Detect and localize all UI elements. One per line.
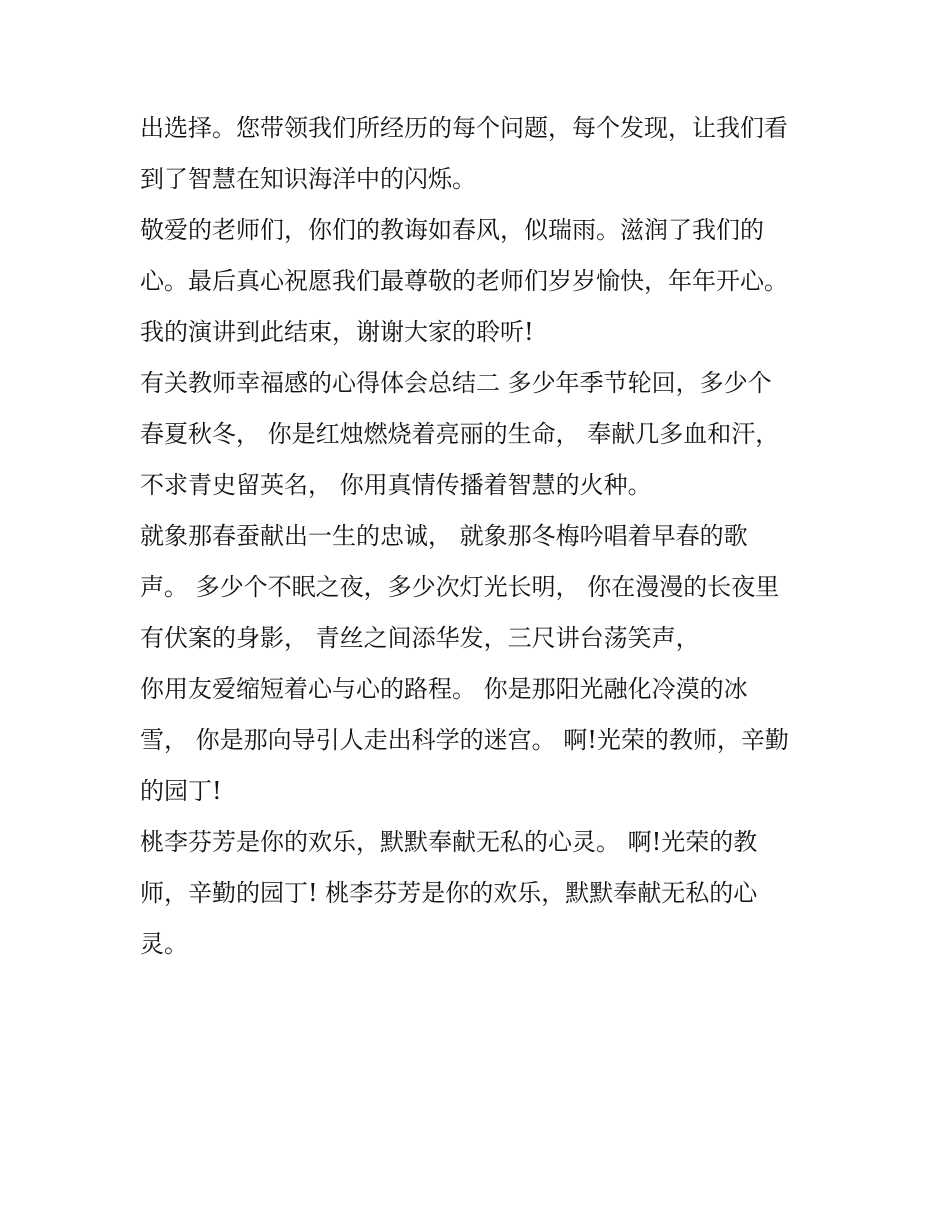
text-line: 到了智慧在知识海洋中的闪烁。 xyxy=(140,165,476,193)
text-line: 就象那春蚕献出一生的忠诚， 就象那冬梅吟唱着早春的歌 xyxy=(140,522,748,550)
text-line: 的园丁! xyxy=(140,777,222,805)
text-line: 桃李芬芳是你的欢乐，默默奉献无私的心灵。 啊!光荣的教 xyxy=(140,828,758,856)
text-line: 师，辛勤的园丁! 桃李芬芳是你的欢乐，默默奉献无私的心 xyxy=(140,879,758,907)
text-line: 心。最后真心祝愿我们最尊敬的老师们岁岁愉快，年年开心。 xyxy=(140,267,788,295)
text-line: 灵。 xyxy=(140,930,188,958)
text-line: 有关教师幸福感的心得体会总结二 多少年季节轮回，多少个 xyxy=(140,369,772,397)
text-line: 我的演讲到此结束，谢谢大家的聆听! xyxy=(140,318,534,346)
document-body xyxy=(140,103,840,970)
text-line: 出选择。您带领我们所经历的每个问题，每个发现，让我们看 xyxy=(140,114,788,142)
text-line: 你用友爱缩短着心与心的路程。 你是那阳光融化冷漠的冰 xyxy=(140,675,748,703)
text-line: 不求青史留英名， 你用真情传播着智慧的火种。 xyxy=(140,471,652,499)
text-line: 声。 多少个不眠之夜，多少次灯光长明， 你在漫漫的长夜里 xyxy=(140,573,780,601)
text-line: 春夏秋冬， 你是红烛燃烧着亮丽的生命， 奉献几多血和汗， xyxy=(140,420,780,448)
text-line: 有伏案的身影， 青丝之间添华发，三尺讲台荡笑声， xyxy=(140,624,700,652)
text-line: 雪， 你是那向导引人走出科学的迷宫。 啊!光荣的教师，辛勤 xyxy=(140,726,789,754)
text-line: 敬爱的老师们，你们的教诲如春风，似瑞雨。滋润了我们的 xyxy=(140,216,764,244)
